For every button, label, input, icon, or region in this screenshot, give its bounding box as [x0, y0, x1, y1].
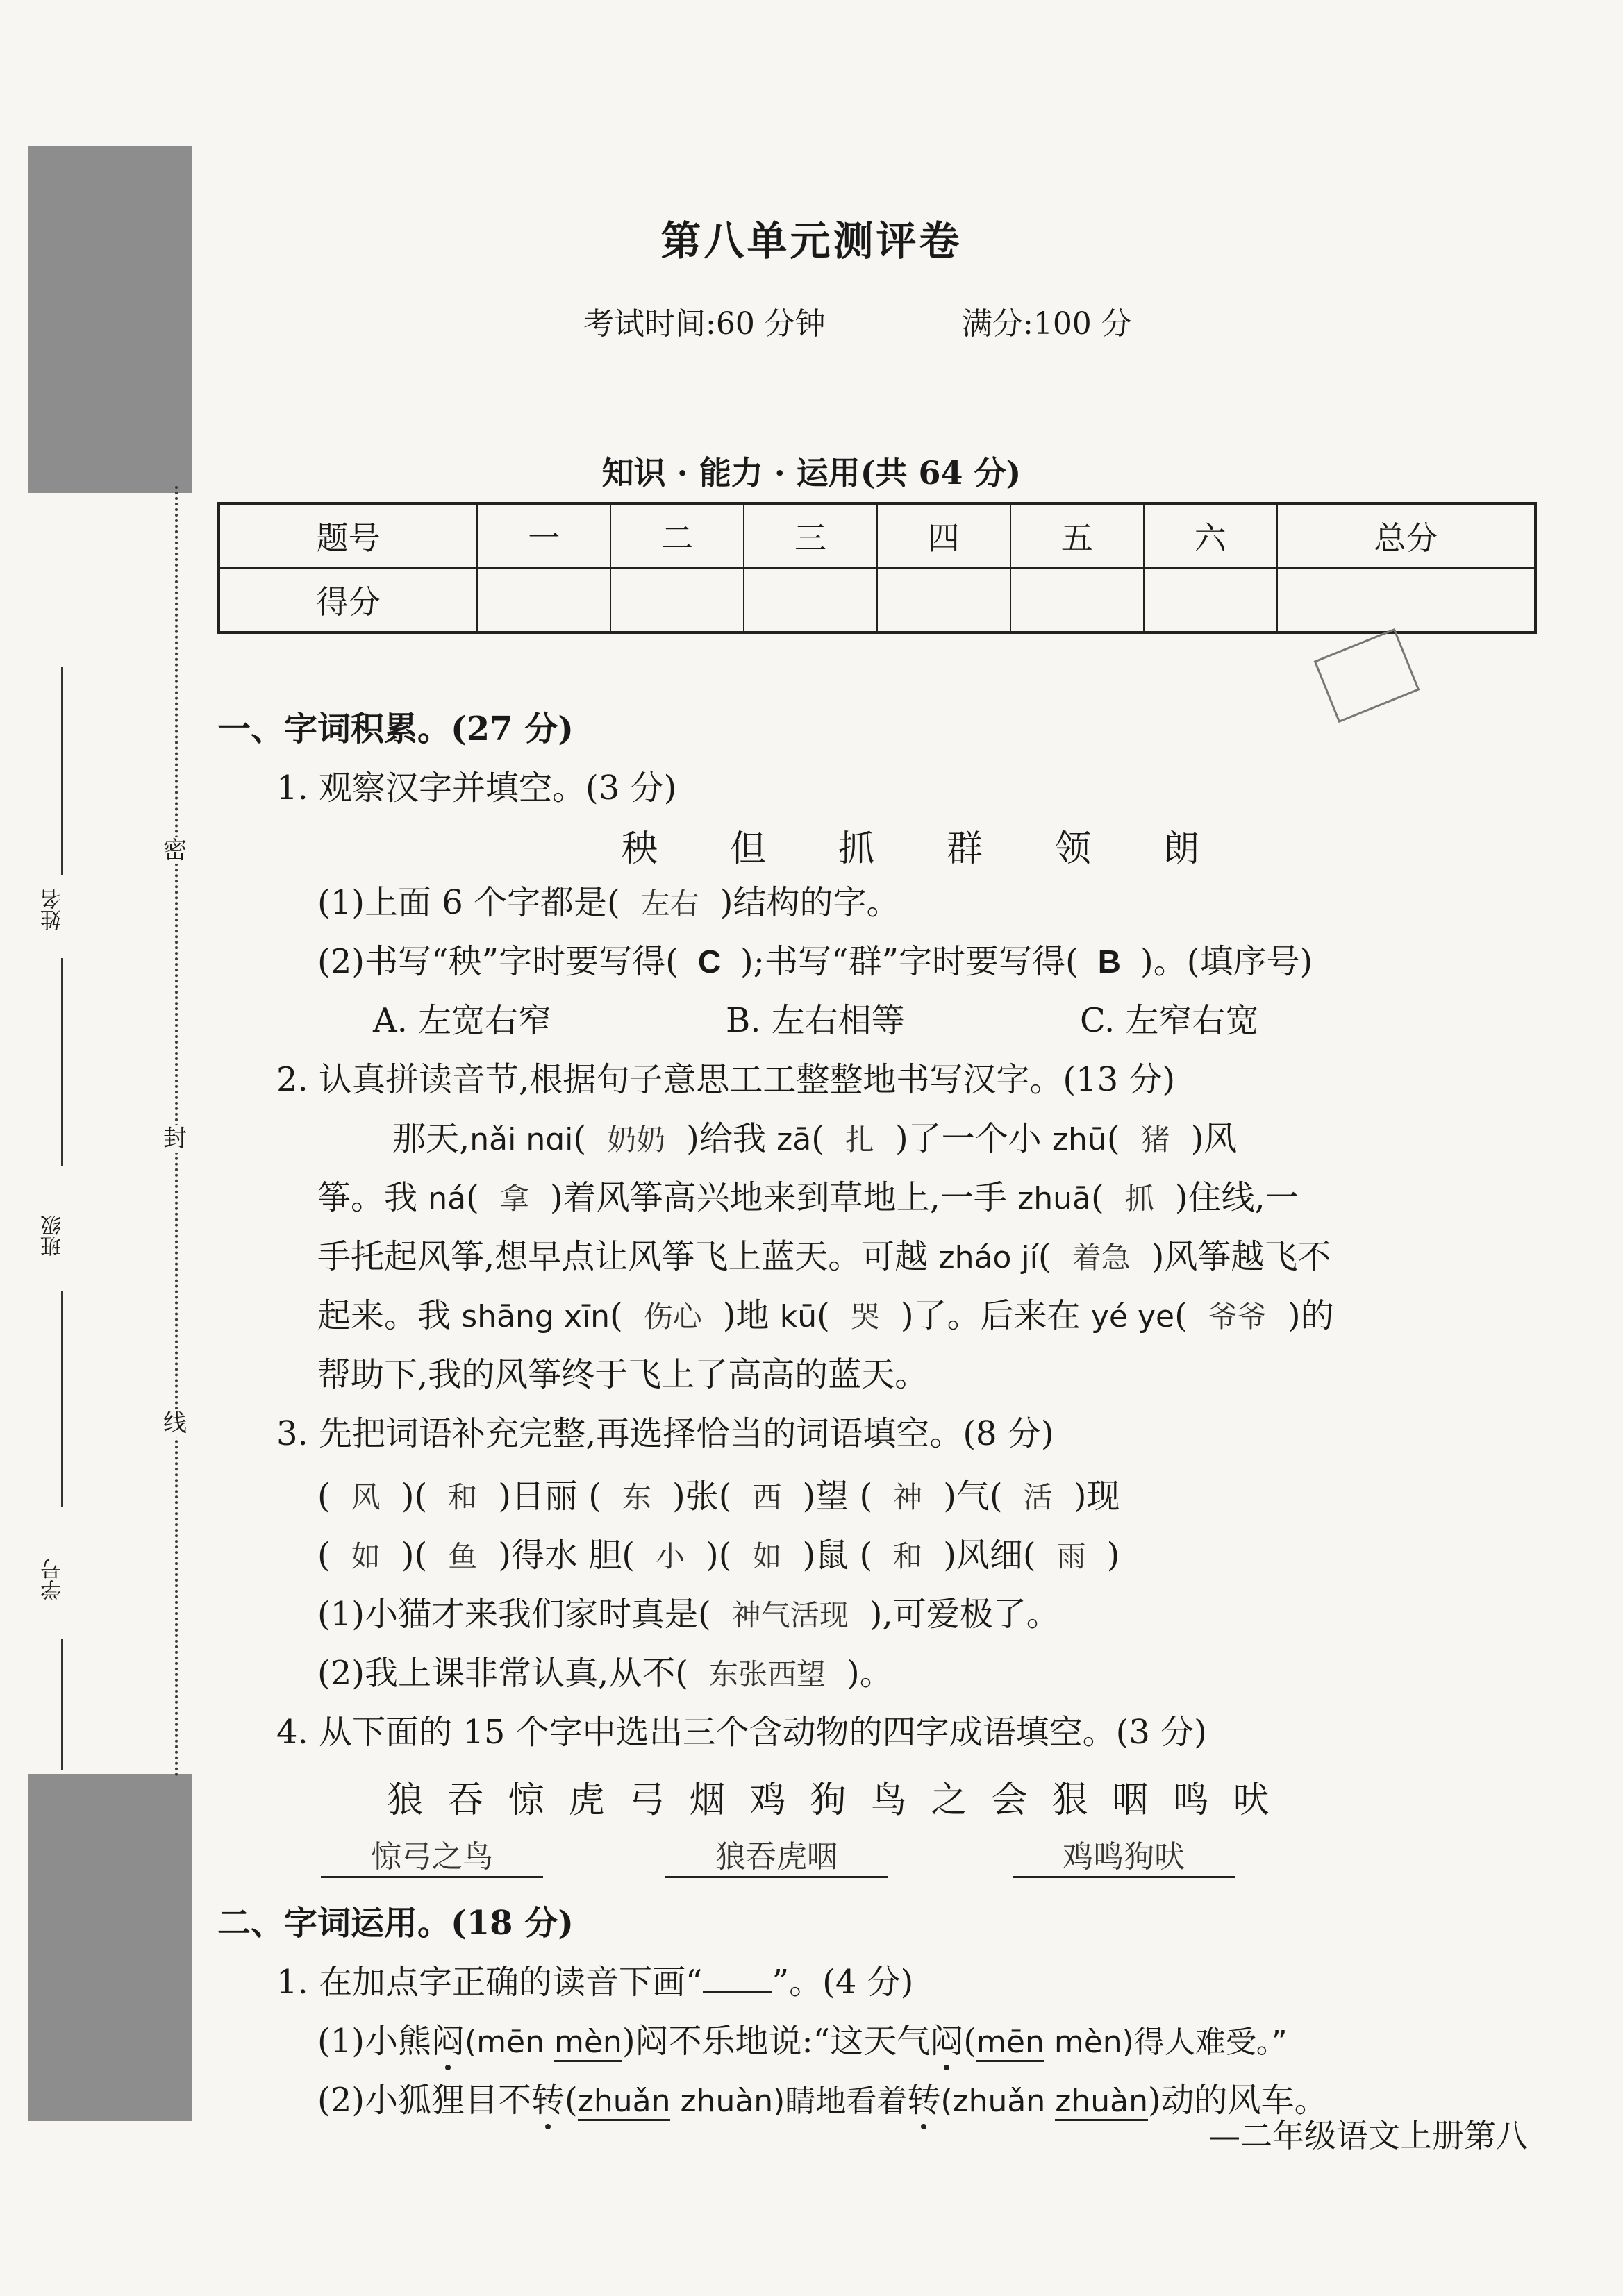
q1-option-c: C. 左窄右宽 [1080, 1001, 1259, 1040]
t: (2)我上课非常认真,从不( [317, 1654, 688, 1693]
p2-q1-s1 [317, 2020, 1288, 2063]
name-field[interactable] [61, 667, 63, 875]
pinyin: ná [428, 1181, 467, 1216]
t: )了一个小 [894, 1119, 1052, 1158]
pinyin: zhuā [1017, 1181, 1091, 1216]
q4-char: 鸡 [749, 1779, 786, 1821]
q4-char: 惊 [508, 1779, 544, 1821]
t: )地 [722, 1296, 780, 1335]
score-table [217, 502, 1537, 634]
pinyin-selected[interactable]: zhuàn [1055, 2084, 1148, 2121]
pinyin: yé ye [1090, 1299, 1175, 1334]
t: ( [859, 1536, 873, 1575]
t: )( [705, 1536, 732, 1575]
q2-line3 [317, 1236, 1331, 1279]
score-input-total[interactable] [1277, 568, 1535, 632]
stamp-icon [1314, 628, 1420, 723]
answer[interactable]: 抓 [1124, 1182, 1154, 1216]
class-field[interactable] [61, 1291, 63, 1507]
t: )( [401, 1477, 428, 1516]
q4-answer-3[interactable]: 鸡鸣狗吠 [1013, 1832, 1235, 1878]
q1-s2-b: );书写“群”字时要写得( [740, 942, 1079, 981]
t: )风 [1190, 1119, 1238, 1158]
t: )闷不乐地说:“这天气 [622, 2022, 931, 2061]
cell-5: 五 [1010, 503, 1144, 568]
q3-row1 [317, 1475, 1120, 1518]
cell-4: 四 [877, 503, 1010, 568]
exam-time: 考试时间:60 分钟 [583, 306, 826, 342]
part2-heading: 二、字词运用。(18 分) [217, 1904, 574, 1943]
answer[interactable]: 和 [893, 1539, 923, 1573]
t: ( [573, 1119, 587, 1158]
cell-item: 题号 [219, 503, 477, 568]
q4-char-list [375, 1770, 1281, 1822]
answer[interactable]: 东 [622, 1480, 651, 1514]
name-label: 姓名 [41, 889, 65, 930]
t: ”。(4 分) [772, 1963, 914, 2002]
q3-s1 [317, 1593, 1060, 1636]
page-title: 第八单元测评卷 [660, 217, 963, 265]
score-input-5[interactable] [1010, 568, 1144, 632]
t: ( [1106, 1119, 1120, 1158]
q4-char: 吠 [1233, 1779, 1270, 1821]
full-score: 满分:100 分 [962, 306, 1132, 342]
q2-line2 [317, 1177, 1299, 1220]
answer[interactable]: 西 [752, 1480, 782, 1514]
t: )张( [672, 1477, 732, 1516]
q4-char: 鸟 [870, 1779, 907, 1821]
pinyin[interactable]: (zhuǎn [940, 2084, 1056, 2119]
q3-s2 [317, 1652, 893, 1695]
q4-char: 之 [931, 1779, 967, 1821]
answer[interactable]: 神 [893, 1480, 923, 1514]
underline-sample [703, 1963, 772, 1993]
t: 那天, [392, 1119, 470, 1158]
answer[interactable]: 伤心 [643, 1300, 702, 1334]
t: ) [1106, 1536, 1120, 1575]
pinyin[interactable]: mèn)得人难受。” [1044, 2025, 1288, 2060]
answer[interactable]: 拿 [499, 1182, 529, 1216]
q1-chars: 秧 但 抓 群 领 朗 [622, 828, 1200, 870]
dotted-char: 转 [531, 2081, 565, 2120]
q2-title: 2. 认真拼读音节,根据句子意思工工整整地书写汉字。(13 分) [276, 1060, 1176, 1099]
cell-score-label: 得分 [219, 568, 477, 632]
q4-char: 烟 [689, 1779, 726, 1821]
answer[interactable]: 活 [1023, 1480, 1053, 1514]
answer[interactable]: 和 [448, 1480, 478, 1514]
q1-s1 [317, 882, 900, 925]
t: (1)小熊 [317, 2022, 431, 2061]
cell-2: 二 [610, 503, 744, 568]
cell-3: 三 [744, 503, 877, 568]
q1-title: 1. 观察汉字并填空。(3 分) [276, 769, 677, 807]
q1-s1-pre: (1)上面 6 个字都是( [317, 883, 620, 922]
pinyin[interactable]: zhuàn)睛地看着 [670, 2084, 908, 2119]
dotted-char: 转 [907, 2081, 941, 2120]
answer[interactable]: 着急 [1072, 1241, 1131, 1275]
score-input-6[interactable] [1144, 568, 1277, 632]
t: )得水 [498, 1536, 578, 1575]
t: (2)小狐狸目不 [317, 2081, 531, 2120]
score-input-4[interactable] [877, 568, 1010, 632]
pinyin: zháo jí [938, 1240, 1038, 1275]
seal-char-2: 封 [161, 1125, 189, 1153]
score-input-2[interactable] [610, 568, 744, 632]
t: ( [1090, 1178, 1104, 1217]
q4-answer-2[interactable]: 狼吞虎咽 [665, 1832, 888, 1878]
answer[interactable]: 哭 [850, 1300, 880, 1334]
p2-q1-title [276, 1961, 913, 2003]
answer[interactable]: 风 [351, 1480, 381, 1514]
t: (1)小猫才来我们家时真是( [317, 1595, 711, 1634]
t: ( [588, 1477, 601, 1516]
t: )给我 [686, 1119, 777, 1158]
q4-char: 狠 [1051, 1779, 1088, 1821]
pinyin: zhū [1051, 1122, 1107, 1157]
q1-s2-a: (2)书写“秧”字时要写得( [317, 942, 679, 981]
binding-top-block [28, 146, 192, 493]
answer[interactable]: 奶奶 [607, 1123, 666, 1157]
t: )日丽 [498, 1477, 578, 1516]
q4-char: 鸣 [1172, 1779, 1209, 1821]
q1-option-b: B. 左右相等 [726, 1001, 905, 1040]
t: )气( [943, 1477, 1003, 1516]
score-table-score-row [219, 568, 1535, 632]
q1-s1-post: )结构的字。 [719, 883, 900, 922]
dotted-char: 闷 [431, 2022, 465, 2061]
answer[interactable]: 鱼 [448, 1539, 478, 1573]
student-id-label: 学号 [41, 1559, 65, 1600]
t: )。 [847, 1654, 893, 1693]
q2-line1 [392, 1118, 1237, 1161]
pinyin: nǎi nɑi [469, 1122, 574, 1157]
pinyin-selected[interactable]: mèn [554, 2025, 622, 2062]
q3-row2 [317, 1534, 1120, 1577]
score-table-header-row [219, 503, 1535, 568]
t: ( [817, 1296, 830, 1335]
t: 筝。我 [317, 1178, 428, 1217]
part1-heading: 一、字词积累。(27 分) [217, 710, 574, 748]
t: 起来。我 [317, 1296, 462, 1335]
q4-char: 弓 [629, 1779, 665, 1821]
answer[interactable]: 扎 [844, 1123, 874, 1157]
t: )的 [1287, 1296, 1334, 1335]
t: ( [565, 2081, 578, 2120]
answer[interactable]: 雨 [1056, 1539, 1086, 1573]
pinyin-selected[interactable]: mēn [976, 2025, 1044, 2062]
q1-s2-answer2[interactable]: B [1097, 944, 1121, 980]
answer[interactable]: 猪 [1140, 1123, 1170, 1157]
name-field-ext [61, 958, 63, 1166]
q1-s2 [317, 941, 1313, 982]
q4-char: 狼 [387, 1779, 424, 1821]
seal-char-3: 线 [161, 1409, 189, 1437]
q2-line5: 帮助下,我的风筝终于飞上了高高的蓝天。 [317, 1355, 929, 1394]
t: )鼠 [802, 1536, 849, 1575]
q4-answer-1[interactable]: 惊弓之鸟 [321, 1832, 543, 1878]
pinyin[interactable]: (mēn [465, 2025, 554, 2060]
binding-bottom-block [28, 1774, 192, 2121]
t: )着风筝高兴地来到草地上,一手 [549, 1178, 1018, 1217]
q4-char: 吞 [447, 1779, 484, 1821]
t: ( [317, 1477, 331, 1516]
q4-char: 会 [991, 1779, 1028, 1821]
t: ( [1038, 1237, 1051, 1276]
cell-6: 六 [1144, 503, 1277, 568]
answer[interactable]: 如 [351, 1539, 381, 1573]
q4-char: 虎 [568, 1779, 605, 1821]
t: ( [610, 1296, 623, 1335]
answer[interactable]: 东张西望 [708, 1657, 826, 1691]
q2-line4 [317, 1295, 1334, 1338]
score-input-1[interactable] [477, 568, 610, 632]
t: ( [963, 2022, 977, 2061]
answer[interactable]: 如 [752, 1539, 782, 1573]
t: ( [811, 1119, 824, 1158]
t: ( [1174, 1296, 1188, 1335]
answer[interactable]: 神气活现 [731, 1598, 849, 1632]
answer[interactable]: 小 [655, 1539, 685, 1573]
class-label: 班级 [41, 1215, 65, 1257]
q3-title: 3. 先把词语补充完整,再选择恰当的词语填空。(8 分) [276, 1414, 1054, 1453]
t: )了。后来在 [900, 1296, 1091, 1335]
q4-char: 咽 [1112, 1779, 1149, 1821]
t: )住线,一 [1174, 1178, 1299, 1217]
q4-title: 4. 从下面的 15 个字中选出三个含动物的四字成语填空。(3 分) [276, 1713, 1207, 1752]
seal-char-1: 密 [161, 837, 189, 864]
t: )望 [802, 1477, 849, 1516]
t: )现 [1073, 1477, 1120, 1516]
cell-1: 一 [477, 503, 610, 568]
t: )风细( [943, 1536, 1036, 1575]
cell-total: 总分 [1277, 503, 1535, 568]
page-footer: —二年级语文上册第八 [1208, 2117, 1528, 2154]
student-id-field[interactable] [61, 1639, 63, 1770]
pinyin: kū [779, 1299, 817, 1334]
t: )动的风车。 [1147, 2081, 1328, 2120]
pinyin-selected[interactable]: zhuǎn [578, 2084, 671, 2121]
t: ),可爱极了。 [869, 1595, 1060, 1634]
q1-s2-c: )。(填序号) [1140, 942, 1313, 981]
t: 手托起风筝,想早点让风筝飞上蓝天。可越 [317, 1237, 939, 1276]
t: ( [859, 1477, 873, 1516]
t: )( [401, 1536, 428, 1575]
t: )风筝越飞不 [1151, 1237, 1331, 1276]
score-input-3[interactable] [744, 568, 877, 632]
t: ( [317, 1536, 331, 1575]
t: ( [466, 1178, 479, 1217]
q1-option-a: A. 左宽右窄 [373, 1001, 552, 1040]
t: 1. 在加点字正确的读音下画“ [276, 1963, 703, 2002]
answer[interactable]: 爷爷 [1208, 1300, 1267, 1334]
pinyin: zā [776, 1122, 812, 1157]
q1-s1-answer[interactable]: 左右 [640, 887, 699, 921]
q1-s2-answer1[interactable]: C [697, 944, 722, 980]
section-heading: 知识 · 能力 · 运用(共 64 分) [601, 454, 1022, 492]
t: 胆( [588, 1536, 635, 1575]
dotted-char: 闷 [930, 2022, 964, 2061]
q4-char: 狗 [810, 1779, 847, 1821]
pinyin: shāng xīn [461, 1299, 610, 1334]
p2-q1-s2 [317, 2079, 1328, 2122]
